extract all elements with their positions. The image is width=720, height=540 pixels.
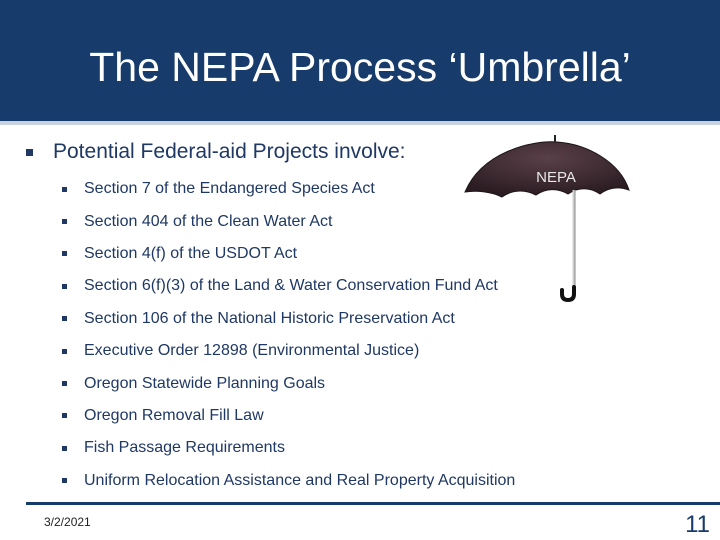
- footer-divider: [26, 502, 720, 505]
- sub-bullet-list: [62, 173, 515, 497]
- square-bullet-icon: [62, 381, 67, 386]
- square-bullet-icon: [62, 219, 67, 224]
- square-bullet-icon: [62, 349, 67, 354]
- square-bullet-icon: [62, 316, 67, 321]
- square-bullet-icon: [62, 251, 67, 256]
- square-bullet-icon: [62, 446, 67, 451]
- list-item: Section 106 of the National Historic Preservation Act: [62, 303, 515, 335]
- main-bullet-text: Potential Federal-aid Projects involve:: [53, 140, 406, 163]
- list-item: Fish Passage Requirements: [62, 432, 515, 464]
- list-item: Executive Order 12898 (Environmental Justice): [62, 335, 515, 367]
- square-bullet-icon: [62, 284, 67, 289]
- list-item: Section 4(f) of the USDOT Act: [62, 238, 515, 270]
- list-item: Oregon Removal Fill Law: [62, 400, 515, 432]
- umbrella-icon: [462, 132, 632, 307]
- umbrella-label: NEPA: [536, 169, 576, 186]
- page-number: 11: [685, 511, 710, 538]
- square-bullet-icon: [62, 413, 67, 418]
- list-item: Section 7 of the Endangered Species Act: [62, 173, 515, 205]
- main-bullet: [26, 140, 406, 164]
- square-bullet-icon: [62, 478, 67, 483]
- header-divider: [0, 121, 720, 125]
- slide-date: 3/2/2021: [44, 515, 91, 529]
- list-item: Section 6(f)(3) of the Land & Water Conservation Fund Act: [62, 270, 515, 302]
- list-item: Section 404 of the Clean Water Act: [62, 205, 515, 237]
- slide-title: The NEPA Process ‘Umbrella’: [89, 44, 631, 90]
- list-item: Uniform Relocation Assistance and Real Property Acquisition: [62, 465, 515, 497]
- square-bullet-icon: [26, 149, 33, 156]
- square-bullet-icon: [62, 187, 67, 192]
- list-item: Oregon Statewide Planning Goals: [62, 367, 515, 399]
